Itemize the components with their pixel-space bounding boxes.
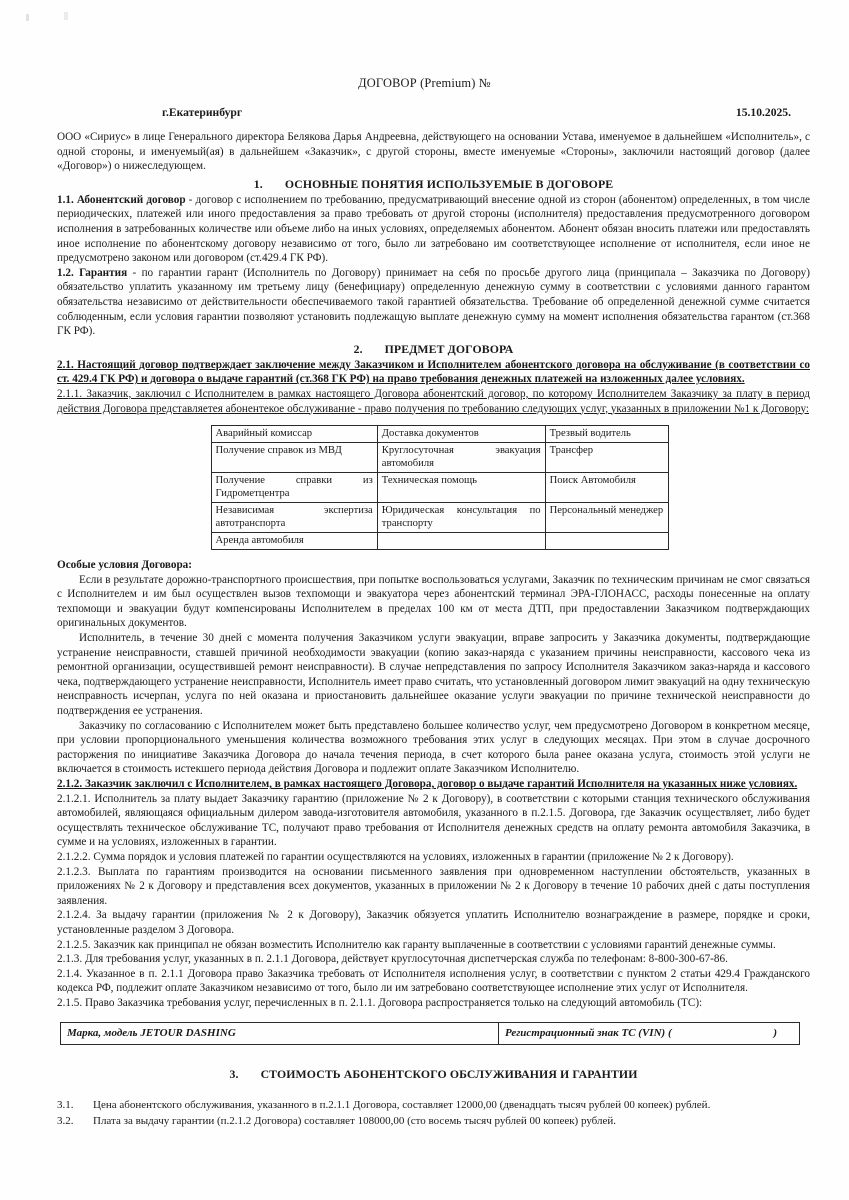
special-conditions-paragraph-3: Заказчику по согласованию с Исполнителем может быть представлено большее количество услуг, чем предусмотрено Договором в конкретном месяце, при условии пропорционального уменьшения количества возможного требования этих услуг в следующих месяцах. При этом в случае досрочного расторжения по инициативе Заказчика Договора до начала течения периода, в счет которого была ранее оказана услуга, стоимость этой услуги не включается в стоимость истекшего периода действия Договора и подлежит оплате Заказчиком Исполнителю. xyxy=(57,719,810,776)
special-conditions-paragraph-1: Если в результате дорожно-транспортного происшествия, при попытке воспользоваться услугами, Заказчик по техническим причинам не смог связаться с Исполнителем и им был осуществлен вызов техпомощи и эвакуатора через абонентский терминал ЭРА-ГЛОНАСС, расходы понесенные на оплату техпомощи и эвакуации будут компенсированы Исполнителем в пределах 100 км от места ДТП, при предоставлении Заказчиком подтверждающих оригинальных документов. xyxy=(57,573,810,630)
clause-3-1-text: Цена абонентского обслуживания, указанного в п.2.1.1 Договора, составляет 12000,00 (двенадцать тысяч рублей 00 копеек) рублей. xyxy=(93,1098,711,1111)
clause-1-1-term: 1.1. Абонентский договор xyxy=(57,193,186,206)
service-cell: Получение справки из Гидрометцентра xyxy=(211,473,377,503)
services-table xyxy=(211,425,669,550)
clause-3-2-text: Плата за выдачу гарантии (п.2.1.2 Договора) составляет 108000,00 (сто восемь тысяч рублей 00 копеек) рублей. xyxy=(93,1115,617,1128)
section-3-title: СТОИМОСТЬ АБОНЕНТСКОГО ОБСЛУЖИВАНИЯ И ГАРАНТИИ xyxy=(260,1066,638,1081)
service-cell: Независимая экспертиза автотранспорта xyxy=(211,503,377,533)
service-cell: Аварийный комиссар xyxy=(211,426,377,443)
clause-2-1 xyxy=(57,358,810,387)
service-cell: Трезвый водитель xyxy=(545,426,668,443)
service-cell: Персональный менеджер xyxy=(545,503,668,533)
clause-2-1-5: 2.1.5. Право Заказчика требования услуг, перечисленных в п. 2.1.1. Договора распространяется только на следующий автомобиль (ТС): xyxy=(57,996,703,1009)
section-1-number: 1. xyxy=(253,176,263,191)
clause-2-1-2-2: 2.1.2.2. Сумма порядок и условия платежей по гарантии осуществляются на условиях, изложенных в гарантии (приложение № 2 к Договору). xyxy=(57,850,734,863)
scan-artifact xyxy=(26,14,29,21)
section-2-title: ПРЕДМЕТ ДОГОВОРА xyxy=(384,341,514,356)
service-cell: Техническая помощь xyxy=(377,473,545,503)
service-cell: Аренда автомобиля xyxy=(211,533,377,550)
section-2-number: 2. xyxy=(353,341,363,356)
service-cell: Трансфер xyxy=(545,443,668,473)
city-label: г.Екатеринбург xyxy=(162,106,243,119)
clause-2-1-number: 2.1. xyxy=(57,358,74,371)
service-cell: Юридическая консультация по транспорту xyxy=(377,503,545,533)
section-3-items xyxy=(57,1098,810,1129)
section-2-heading xyxy=(57,342,810,357)
table-row xyxy=(61,1022,800,1044)
clause-2-1-text: Настоящий договор подтверждает заключение между Заказчиком и Исполнителем абонентского договора на обслуживание (в соответствии со ст. 429.4 ГК РФ) и договора о выдаче гарантий (ст.368 ГК РФ) на право требования денежных платежей на изложенных далее условиях. xyxy=(57,358,810,386)
service-cell xyxy=(545,533,668,550)
clause-1-2: 1.2. Гарантия - по гарантии гарант (Исполнитель по Договору) принимает на себя по просьбе другого лица (принципала – Заказчика по Договору) обязательство уплатить указанному им третьему лицу (бенефициару) определенную денежную сумму в соответствии с условиями данного гарантом обязательства независимо от действительности обеспечиваемого такой гарантией обязательства. Требование об определенной денежной сумме считается соблюденным, если условия гарантии позволяют установить подлежащую выплате денежную сумму на момент исполнения обязательства гарантом (ст.368 ГК РФ). xyxy=(57,266,810,338)
contract-date: 15.10.2025. xyxy=(735,106,791,119)
vehicle-vin-close-paren: ) xyxy=(773,1026,777,1039)
city-date-line xyxy=(57,106,809,119)
service-cell: Получение справок из МВД xyxy=(211,443,377,473)
vehicle-table-wrapper xyxy=(57,1022,810,1045)
vehicle-brand-label: Марка, модель xyxy=(67,1026,138,1039)
special-conditions-paragraph-2: Исполнитель, в течение 30 дней с момента получения Заказчиком услуги эвакуации, вправе запросить у Заказчика документы, подтверждающие устранение неисправности, ставшей причиной необходимости эвакуации (копию заказ-наряда с указанием причины неисправности, кассового чека из ремонтной организации, осуществившей ремонт неисправности). В случае непредставления по запросу Исполнителя Заказчиком заказ-наряда и кассового чека, подтверждающего устранение неисправности, Исполнитель имеет право считать, что установленный договором лимит эвакуаций на одну техническую неисправность исчерпан, услуга по ней оказана и приостановить дальнейшее оказание услуги эвакуации по причине технической неисправности до подтверждения ее устранения. xyxy=(57,632,810,718)
vehicle-brand-cell xyxy=(61,1022,499,1044)
clause-3-2-number: 3.2. xyxy=(57,1115,74,1128)
clause-3-1-number: 3.1. xyxy=(57,1098,74,1111)
table-row xyxy=(211,533,668,550)
clause-2-1-2-4: 2.1.2.4. За выдачу гарантии (приложения № 2 к Договору), Заказчик обязуется уплатить Исполнителю вознаграждение в размере, порядке и сроки, установленные разделом 3 Договора. xyxy=(57,909,810,936)
clause-2-1-2: 2.1.2. Заказчик заключил с Исполнителем, в рамках настоящего Договора, договор о выдаче гарантий Исполнителя на указанных ниже условиях. xyxy=(57,778,798,790)
clause-2-1-3: 2.1.3. Для требования услуг, указанных в п. 2.1.1 Договора, действует круглосуточная диспетчерская служба по телефонам: 8-800-300-67-86. xyxy=(57,953,728,966)
services-table-body xyxy=(211,426,668,550)
preamble-paragraph: ООО «Сириус» в лице Генерального директора Белякова Дарья Андреевна, действующего на основании Устава, именуемое в дальнейшем «Исполнитель», с одной стороны, и именуемый(ая) в дальнейшем «Заказчик», с другой стороны, вместе именуемые «Стороны», заключили настоящий договор (далее «Договор») о нижеследующем. xyxy=(57,131,810,173)
vehicle-table-body xyxy=(61,1022,800,1044)
services-table-wrapper xyxy=(57,425,810,550)
clause-3-1 xyxy=(57,1098,810,1113)
clause-2-1-2-5: 2.1.2.5. Заказчик как принципал не обязан возместить Исполнителю как гаранту выплаченные в соответствии с условиями гарантий денежные суммы. xyxy=(57,938,776,951)
clause-2-1-2-1: 2.1.2.1. Исполнитель за плату выдает Заказчику гарантию (приложение № 2 к Договору), в соответствии с которыми станция технического обслуживания автомобилей, являющаяся официальным дилером завода-изготовителя автомобиля, указанного в п.2.1.5. Договора, где Заказчик осуществляет, либо будет осуществлять техническое обслуживание ТС, получают право требования от Исполнителя денежных средств на оплату ремонта автомобиля Заказчика, в сумме и на условиях, изложенных в гарантии. xyxy=(57,792,810,849)
document-body xyxy=(57,130,810,1131)
service-cell: Доставка документов xyxy=(377,426,545,443)
table-row xyxy=(211,503,668,533)
table-row xyxy=(211,426,668,443)
section-3-number: 3. xyxy=(229,1066,239,1081)
section-1-heading xyxy=(57,177,810,192)
vehicle-brand-value: JETOUR DASHING xyxy=(140,1026,236,1039)
vehicle-vin-cell xyxy=(499,1022,800,1044)
vehicle-table xyxy=(60,1022,800,1045)
special-conditions-heading: Особые условия Договора: xyxy=(57,559,193,572)
clause-1-1: 1.1. Абонентский договор - договор с исполнением по требованию, предусматривающий внесение одной из сторон (абонентом) определенных, в том числе периодических, платежей или иного предоставления за право требовать от другой стороны (исполнителя) предоставления предусмотренного договором исполнения в затребованных количестве или объеме либо на иных условиях, определяемых абонентом. Абонент обязан вносить платежи или предоставлять иное исполнение по абонентскому договору независимо от того, было ли затребовано им соответствующее исполнение от исполнителя, если иное не предусмотрено законом или договором (ст.429.4 ГК РФ). xyxy=(57,193,810,265)
section-3-heading xyxy=(57,1067,810,1082)
clause-2-1-4: 2.1.4. Указанное в п. 2.1.1 Договора право Заказчика требовать от Исполнителя исполнения услуг, в соответствии с пунктом 2 статьи 429.4 Гражданского кодекса РФ, подлежит оплате Заказчиком независимо от того, было ли им затребовано соответствующее исполнение этих услуг от Исполнителя. xyxy=(57,967,810,995)
clause-2-1-1: 2.1.1. Заказчик, заключил с Исполнителем в рамках настоящего Договора абонентский договор, по которому Исполнителем Заказчику за плату в период действия Договора представляетея абонентекое обслуживание - право получения по требованию следующих услуг, указанных в приложении №1 к Договору: xyxy=(57,387,810,415)
service-cell: Поиск Автомобиля xyxy=(545,473,668,503)
table-row xyxy=(211,443,668,473)
scan-artifact xyxy=(64,12,68,20)
service-cell xyxy=(377,533,545,550)
clause-3-2 xyxy=(57,1114,810,1129)
page-title: ДОГОВОР (Premium) № xyxy=(358,76,491,90)
vehicle-vin-label: Регистрационный знак ТС (VIN) ( xyxy=(505,1026,672,1039)
table-row xyxy=(211,473,668,503)
clause-1-2-term: 1.2. Гарантия xyxy=(57,266,128,279)
clause-2-1-2-3: 2.1.2.3. Выплата по гарантиям производится на основании письменного заявления при одновременном наступлении обстоятельств, указанных в приложениях № 2 к Договору и представления всех документов, указанных в приложении № 2 к Договору в течение 10 рабочих дней с даты поступления заявления. xyxy=(57,865,810,907)
service-cell: Круглосуточная эвакуация автомобиля xyxy=(377,443,545,473)
section-1-title: ОСНОВНЫЕ ПОНЯТИЯ ИСПОЛЬЗУЕМЫЕ В ДОГОВОРЕ xyxy=(284,176,614,191)
